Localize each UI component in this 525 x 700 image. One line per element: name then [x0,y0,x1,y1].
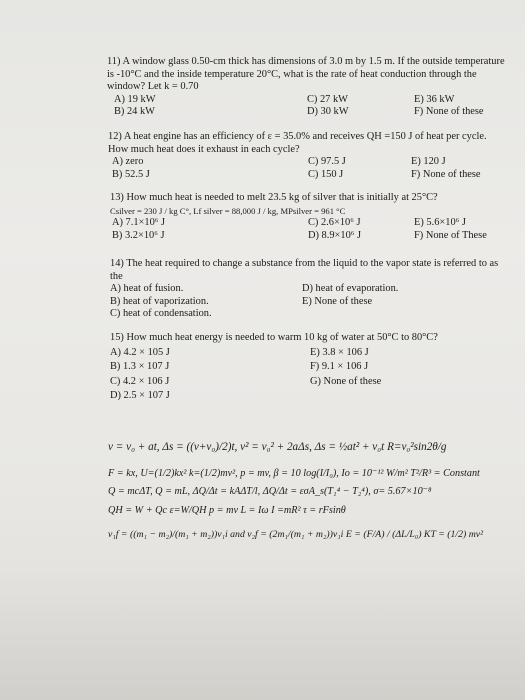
choice-row [110,361,438,374]
question-13-constants: Csilver = 230 J / kg C°, Lf silver = 88,000 J / kg, MPsilver = 961 °C [110,205,346,216]
choice-e: E) 36 kW [414,93,455,105]
choice-a: A) zero [112,156,144,167]
question-14-line-1: 14) The heat required to change a substance from the liquid to the vapor state is referred to as [110,258,499,269]
choice-e: E) 3.8 × 106 J [310,346,369,358]
choice-row [110,229,487,243]
question-12-line-2: How much heat does it exhaust in each cycle? [108,143,300,155]
choice-b: B) 3.2×10⁶ J [112,229,165,241]
choice-d: D) 2.5 × 107 J [110,390,170,401]
choice-c2: C) 150 J [308,168,344,180]
question-11-line-1: 11) A window glass 0.50-cm thick has dimensions of 3.0 m by 1.5 m. If the outside temperature [107,56,505,67]
choice-b: B) 52.5 J [112,168,150,180]
question-14 [110,258,498,321]
formula-engine-rotation: QH = W + Qc ε=W/QH p = mv L = Iω I =mR² τ = rFsinθ [108,505,346,516]
choice-c: C) 2.6×10⁶ J [308,217,361,228]
question-15-line-1: 15) How much heat energy is needed to warm 10 kg of water at 50°C to 80°C? [110,332,438,343]
question-11-line-3: window? Let k = 0.70 [107,81,199,92]
choice-c: C) 97.5 J [308,156,346,167]
formula-energy-sound: F = kx, U=(1/2)kx² k=(1/2)mv², p = mv, β = 10 log(I/I₀), Io = 10⁻¹² W/m² T²/R³ = Constant [108,468,480,479]
choice-row [108,169,487,182]
choice-c: C) 4.2 × 106 J [110,375,170,387]
choice-row [108,156,487,169]
formula-collision-elasticity: v₁f = ((m₁ − m₂)/(m₁ + m₂))v₁i and v₂f = (2m₁/(m₁ + m₂))v₁i E = (F/A) / (ΔL/L₀) KT = (1/2) mv² [108,529,484,540]
choice-d: D) heat of evaporation. [302,283,399,294]
choice-a: A) 19 kW [114,93,156,105]
choice-b: B) 24 kW [114,106,155,117]
formula-kinematics: v = v₀ + at, Δs = ((v+v₀)/2)t, v² = v₀² + 2aΔs, Δs = ½at² + v₀t R=v₀²sin2θ/g [108,441,447,453]
choice-f: F) None of these [411,168,481,180]
question-13-line-1: 13) How much heat is needed to melt 23.5 kg of silver that is initially at 25°C? [110,192,438,203]
question-11-line-2: is -10°C and the inside temperature 20°C, what is the rate of heat conduction through the [107,68,477,80]
choice-a: A) 7.1×10⁶ J [112,217,166,228]
choice-row [107,106,505,119]
choice-row [110,296,498,309]
choice-f: F) None of these [414,106,484,117]
question-12 [108,131,487,181]
choice-e: E) 5.6×10⁶ J [414,217,466,228]
choice-d: D) 8.9×10⁶ J [308,229,362,241]
choice-a: A) 4.2 × 105 J [110,346,170,358]
choice-e: E) 120 J [411,156,446,167]
choice-row [110,283,498,296]
choice-b: B) 1.3 × 107 J [110,361,170,372]
choice-row [107,94,505,107]
choice-row [110,390,438,403]
question-11 [107,56,505,119]
choice-row [110,376,438,389]
choice-e: E) None of these [302,295,373,307]
choice-g: G) None of these [310,375,382,387]
choice-b: B) heat of vaporization. [110,295,209,307]
choice-row [110,347,438,360]
question-14-line-2: the [110,270,123,282]
question-13 [110,192,487,242]
choice-c: C) 27 kW [307,93,348,105]
choice-a: A) heat of fusion. [110,283,184,294]
choice-d: D) 30 kW [307,106,349,117]
choice-row [110,308,498,321]
choice-f: F) None of These [414,229,487,241]
choice-row [110,217,466,230]
formula-heat: Q = mcΔT, Q = mL, ΔQ/Δt = kAΔT/l, ΔQ/Δt = εσA_s(T₁⁴ − T₂⁴), σ= 5.67×10⁻⁸ [108,486,432,497]
choice-c: C) heat of condensation. [110,308,212,319]
question-12-line-1: 12) A heat engine has an efficiency of ε = 35.0% and receives QH =150 J of heat per cycle. [108,131,487,142]
question-15 [110,332,438,403]
choice-f: F) 9.1 × 106 J [310,361,369,372]
